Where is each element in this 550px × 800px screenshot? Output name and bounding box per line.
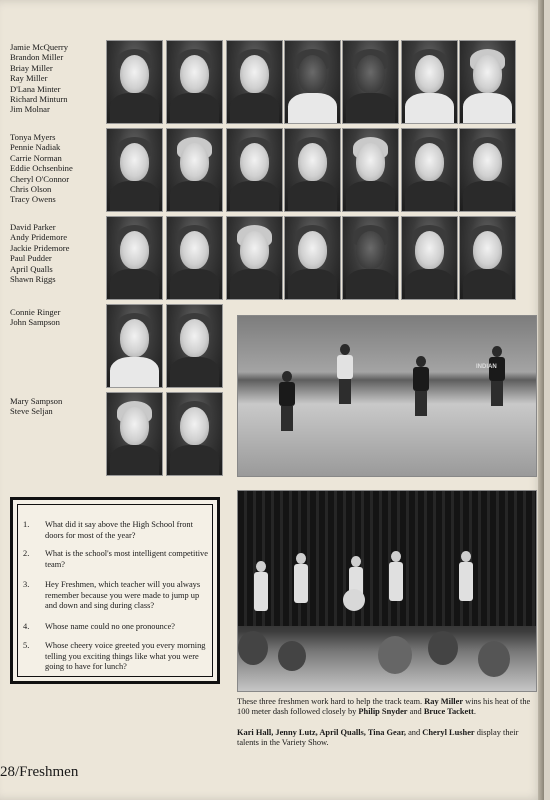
- student-name: Ray Miller: [10, 73, 48, 84]
- audience-head: [238, 631, 268, 665]
- student-name: Connie Ringer: [10, 307, 61, 317]
- jersey-text: INDIAN: [476, 364, 497, 370]
- stage-curtain: [238, 491, 536, 626]
- question-number: 5.: [23, 641, 30, 650]
- student-name: Shawn Riggs: [10, 274, 56, 285]
- student-portrait: [284, 128, 341, 212]
- name-list-row-4: [10, 307, 105, 328]
- name-list-row-3: [10, 222, 105, 284]
- student-portrait: [459, 216, 516, 300]
- student-name: D'Lana Minter: [10, 83, 61, 94]
- student-portrait: [401, 128, 458, 212]
- caption-name: Bruce Tackett: [423, 707, 474, 717]
- student-name: Chris Olson: [10, 184, 52, 195]
- performer: [293, 553, 309, 603]
- name-list-row-1: [10, 42, 105, 115]
- student-name: Jackie Pridemore: [10, 242, 70, 253]
- question-number: 4.: [23, 622, 30, 631]
- student-name: Carrie Norman: [10, 152, 62, 163]
- performer: [253, 561, 269, 611]
- student-name: Brandon Miller: [10, 52, 64, 63]
- variety-show-caption: [237, 728, 535, 749]
- audience-head: [478, 641, 510, 677]
- student-name: Andy Pridemore: [10, 232, 68, 243]
- audience-head: [428, 631, 458, 665]
- student-portrait: [459, 128, 516, 212]
- student-portrait: [459, 40, 516, 124]
- runner: [486, 346, 508, 406]
- student-portrait: [106, 128, 163, 212]
- question-text: Whose cheery voice greeted you every morning telling you exciting things like what you were going to have for lunch?: [45, 641, 206, 671]
- track-race-photo: [237, 315, 537, 477]
- student-name: John Sampson: [10, 317, 60, 328]
- student-portrait: [166, 128, 223, 212]
- caption-name: Philip Snyder: [358, 707, 408, 717]
- caption-text: and: [406, 728, 423, 737]
- question-text: Whose name could no one pronounce?: [45, 622, 176, 631]
- caption-text: display their talents in the Variety Show.: [237, 728, 519, 748]
- student-portrait: [106, 304, 163, 388]
- question-text: Hey Freshmen, which teacher will you always remember because you were made to jump up and down and sing during class?: [45, 580, 201, 610]
- caption-name: Kari Hall, Jenny Lutz, April Qualls, Tina Gear,: [237, 728, 406, 737]
- question-number: 2.: [23, 549, 30, 558]
- student-name: Pennie Nadiak: [10, 142, 61, 153]
- student-portrait: [106, 216, 163, 300]
- variety-show-photo: [237, 490, 537, 692]
- student-name: Briay Miller: [10, 62, 53, 73]
- caption-text: wins his heat of the 100 meter dash followed closely by: [237, 697, 531, 717]
- student-portrait: [401, 216, 458, 300]
- student-portrait: [226, 216, 283, 300]
- runner: [334, 344, 356, 404]
- student-name: Eddie Ochsenbine: [10, 163, 73, 174]
- student-portrait: [106, 392, 163, 476]
- student-name: Tracy Owens: [10, 194, 56, 205]
- student-portrait: [166, 216, 223, 300]
- name-list-row-5: [10, 396, 105, 417]
- student-name: Jim Molnar: [10, 104, 50, 115]
- question-number: 1.: [23, 520, 30, 529]
- student-portrait: [342, 128, 399, 212]
- performer: [458, 551, 474, 601]
- student-portrait: [401, 40, 458, 124]
- caption-text: and: [407, 707, 424, 717]
- question-number: 3.: [23, 580, 30, 589]
- bass-drum: [343, 589, 365, 611]
- student-portrait: [226, 128, 283, 212]
- student-portrait: [166, 304, 223, 388]
- caption-name: Ray Miller: [424, 697, 464, 706]
- caption-name: Cheryl Lusher: [422, 728, 475, 737]
- student-portrait: [226, 40, 283, 124]
- name-list-row-2: [10, 132, 105, 205]
- quiz-box: [10, 497, 220, 684]
- student-name: April Qualls: [10, 263, 53, 274]
- student-name: Tonya Myers: [10, 132, 56, 142]
- question-text: What is the school's most intelligent competitive team?: [45, 549, 208, 569]
- student-portrait: [166, 392, 223, 476]
- student-portrait: [166, 40, 223, 124]
- book-spine: [538, 0, 544, 800]
- student-portrait: [284, 40, 341, 124]
- student-name: Jamie McQuerry: [10, 42, 68, 52]
- student-name: Cheryl O'Connor: [10, 173, 70, 184]
- caption-text: .: [473, 707, 476, 717]
- performer: [388, 551, 404, 601]
- runner: [410, 356, 432, 416]
- page-footer: 28/Freshmen: [0, 764, 79, 780]
- question-text: What did it say above the High School front doors for most of the year?: [45, 520, 193, 540]
- student-portrait: [284, 216, 341, 300]
- audience-head: [378, 636, 412, 674]
- student-name: Paul Pudder: [10, 253, 52, 264]
- student-name: David Parker: [10, 222, 56, 232]
- student-portrait: [342, 40, 399, 124]
- caption-text: These three freshmen work hard to help the track team.: [237, 697, 425, 706]
- student-portrait: [106, 40, 163, 124]
- runner: [276, 371, 298, 431]
- student-portrait: [342, 216, 399, 300]
- student-name: Steve Seljan: [10, 406, 53, 417]
- student-name: Richard Minturn: [10, 94, 68, 105]
- audience-head: [278, 641, 306, 671]
- student-name: Mary Sampson: [10, 396, 63, 406]
- track-caption: [237, 697, 535, 718]
